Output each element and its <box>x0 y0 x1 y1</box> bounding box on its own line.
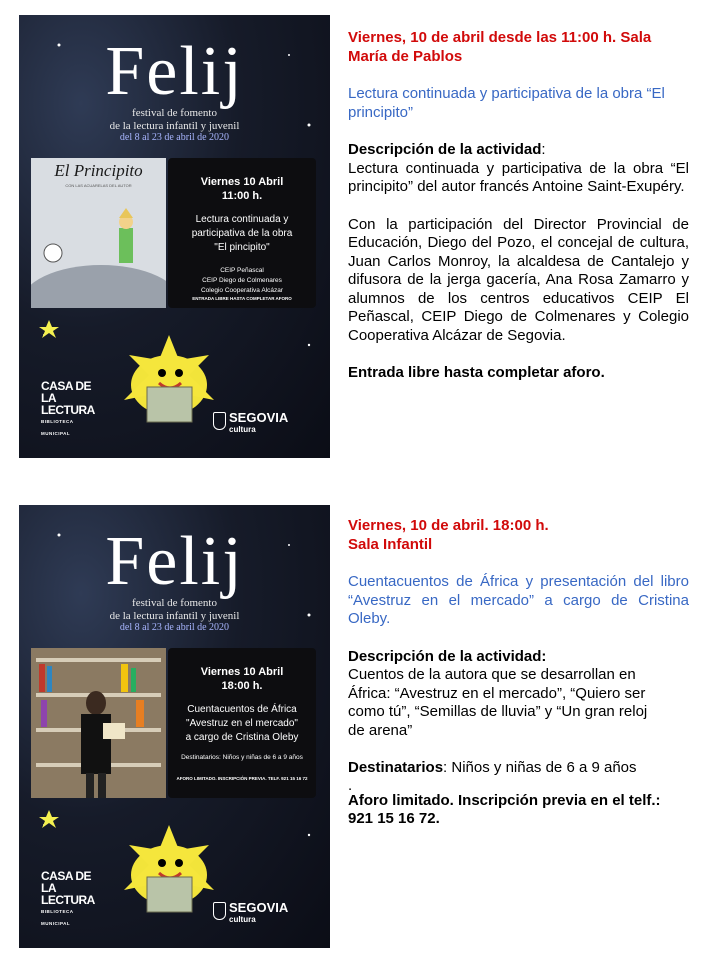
segovia-cultura-logo <box>229 900 288 924</box>
logo-left-line1: CASA DE <box>41 379 92 393</box>
logo-right-line2: cultura <box>229 915 256 924</box>
logo-left-line2: LA LECTURA <box>41 881 95 907</box>
segovia-cultura-logo <box>229 410 288 434</box>
event1-description <box>348 29 689 383</box>
event2-audience-text: : Niños y niñas de 6 a 9 años <box>443 759 637 776</box>
event2-audience-label: Destinatarios <box>348 759 444 776</box>
storyteller-photo <box>31 648 166 798</box>
book-title: El Principito <box>54 161 143 180</box>
panel-school-3: Colegio Cooperativa Alcázar <box>200 287 284 294</box>
panel-audience: Destinatarios: Niños y niñas de 6 a 9 años <box>181 754 303 761</box>
event1-desc-label: Descripción de la actividad <box>348 141 542 158</box>
panel-activity-line1: Lectura continuada y <box>195 214 289 225</box>
panel-time: 11:00 h. <box>221 190 263 202</box>
event2-heading-line2: Sala Infantil <box>348 535 433 553</box>
event1-desc-colon: : <box>541 141 546 158</box>
panel-activity-line3: a cargo de Cristina Oleby <box>185 732 299 743</box>
panel-activity <box>168 213 316 255</box>
panel-activity <box>168 703 316 745</box>
panel-schools <box>168 266 316 296</box>
panel-activity-line2: participativa de la obra <box>191 228 293 239</box>
logo-left-line3: BIBLIOTECA MUNICIPAL <box>41 419 74 436</box>
event2-desc-label: Descripción de la actividad: <box>348 647 547 665</box>
event1-desc-label-line <box>348 141 689 160</box>
panel-day: Viernes 10 Abril <box>200 666 284 678</box>
segovia-shield-icon <box>213 412 226 430</box>
logo-left-line3: BIBLIOTECA MUNICIPAL <box>41 909 74 926</box>
book-cover-image <box>31 158 166 308</box>
segovia-shield-icon <box>213 902 226 920</box>
panel-school-1: CEIP Peñascal <box>220 267 264 274</box>
event-info-panel <box>168 158 316 308</box>
panel-entry-note: ENTRADA LIBRE HASTA COMPLETAR AFORO <box>192 296 292 301</box>
panel-activity-line2: "Avestruz en el mercado" <box>186 718 298 729</box>
festival-subtitle <box>19 597 330 623</box>
festival-dates: del 8 al 23 de abril de 2020 <box>119 622 230 633</box>
panel-activity-line3: "El pincipito" <box>214 242 270 253</box>
event2-dot: . <box>348 776 353 794</box>
event2-registration: Aforo limitado. Inscripción previa en el telf.: 921 15 16 72. <box>348 791 661 827</box>
festival-subtitle-line2: de la lectura infantil y juvenil <box>109 610 240 622</box>
logo-right-line2: cultura <box>229 425 256 434</box>
event2-audience-line <box>348 759 689 778</box>
festival-subtitle-line2: de la lectura infantil y juvenil <box>109 120 240 132</box>
event1-participation: Con la participación del Director Provincial de Educación, Diego del Pozo, el concejal de cultura, Juan Carlos Monroy, la alcaldesa de Cantalejo y difusora de la jerga gacería, Ana Rosa Zamarro y alumnos de los centros educativos CEIP El Peñascal, CEIP Diego de Colmenares y Colegio Cooperativa Alcázar de Segovia. <box>348 215 689 344</box>
event2-title: Cuentacuentos de África y presentación del libro “Avestruz en el mercado” a cargo de Cristina Oleby. <box>348 573 689 627</box>
panel-time: 18:00 h. <box>221 680 263 692</box>
logo-left-line1: CASA DE <box>41 869 92 883</box>
logo-right-line1: SEGOVIA <box>229 410 289 425</box>
festival-subtitle-line1: festival de fomento <box>132 597 217 609</box>
logo-right-line1: SEGOVIA <box>229 900 289 915</box>
panel-school-2: CEIP Diego de Colmenares <box>202 277 282 284</box>
event2-description <box>348 517 689 829</box>
bookshelf-illustration <box>31 648 166 798</box>
panel-day: Viernes 10 Abril <box>200 176 284 188</box>
event-info-panel <box>168 648 316 798</box>
event2-desc-text: Cuentos de la autora que se desarrollan en África: “Avestruz en el mercado”, “Quiero ser como tú”, “Semillas de lluvia” y “Un gran reloj de arena” <box>348 666 648 739</box>
festival-brand: Felij <box>105 523 244 600</box>
panel-activity-line1: Cuentacuentos de África <box>187 704 297 715</box>
event1-desc-text: Lectura continuada y participativa de la obra “El principito” del autor francés Antoine Saint-Exupéry. <box>348 159 689 195</box>
event2-heading-line1: Viernes, 10 de abril. 18:00 h. <box>348 517 549 534</box>
festival-dates: del 8 al 23 de abril de 2020 <box>119 132 230 143</box>
poster-cuentacuentos <box>19 505 330 948</box>
casa-de-la-lectura-logo <box>41 870 101 930</box>
festival-subtitle <box>19 107 330 133</box>
festival-subtitle-line1: festival de fomento <box>132 107 217 119</box>
casa-de-la-lectura-logo <box>41 380 101 440</box>
event1-entry: Entrada libre hasta completar aforo. <box>348 364 605 381</box>
logo-left-line2: LA LECTURA <box>41 391 95 417</box>
festival-brand: Felij <box>105 33 244 110</box>
event1-title: Lectura continuada y participativa de la obra “El principito” <box>348 85 665 121</box>
little-prince-illustration <box>31 158 166 308</box>
panel-registration-note: AFORO LIMITADO. INSCRIPCIÓN PREVIA. TELF. 921 15 16 72 <box>176 776 308 781</box>
event1-heading: Viernes, 10 de abril desde las 11:00 h. Sala María de Pablos <box>348 29 652 65</box>
poster-el-principito <box>19 15 330 458</box>
book-subtitle: CON LAS ACUARELAS DEL AUTOR <box>65 183 132 188</box>
